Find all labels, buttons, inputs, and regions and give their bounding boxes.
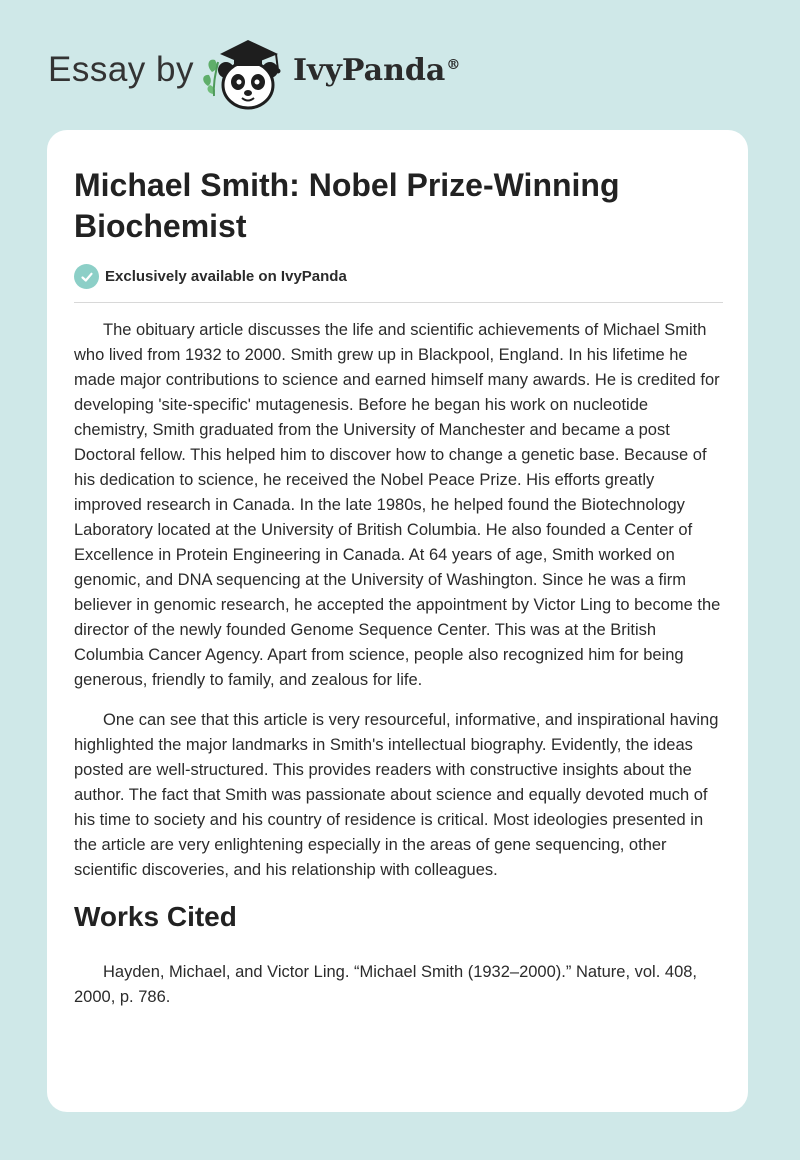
registered-mark: ® <box>446 57 461 73</box>
paragraph: The obituary article discusses the life and scientific achievements of Michael Smith who lived from 1932 to 2000. Smith grew up in Blackpool, England. In his lifetime he made major contributions to science and earned himself many awards. He is credited for developing 'site-specific' mutagenesis. Before he began his work on nucleotide chemistry, Smith graduated from the University of Manchester and became a post Doctoral fellow. This helped him to discover how to change a genetic base. Because of his dedication to science, he received the Nobel Peace Prize. His efforts greatly improved research in Canada. In the late 1980s, he helped found the Biotechnology Laboratory located at the University of British Columbia. He also founded a Center of Excellence in Protein Engineering in Canada. At 64 years of age, Smith worked on genomic, and DNA sequencing at the University of Washington. Since he was a firm believer in genomic research, he accepted the appointment by Victor Ling to become the director of the newly founded Genome Sequence Center. This was at the British Columbia Cancer Agency. Apart from science, people also recognized him for being generous, friendly to family, and zealous for life. <box>74 321 721 689</box>
works-cited-heading: Works Cited <box>74 901 237 932</box>
check-icon <box>74 264 99 289</box>
essay-body <box>74 318 724 1025</box>
divider <box>74 302 723 303</box>
paragraph: One can see that this article is very resourceful, informative, and inspirational having highlighted the major landmarks in Smith's intellectual biography. Evidently, the ideas posted are well-structured. This provides readers with constructive insights about the author. The fact that Smith was passionate about science and equally devoted much of his time to society and his country of residence is critical. Most ideologies presented in the article are very enlightening especially in the areas of gene sequencing, other scientific discoveries, and his relationship with colleagues. <box>74 711 719 879</box>
panda-logo-icon[interactable] <box>198 32 298 112</box>
exclusive-label: Exclusively available on IvyPanda <box>105 268 347 285</box>
ivypanda-wordmark[interactable] <box>293 53 460 88</box>
exclusive-badge <box>74 264 347 289</box>
essay-card <box>47 130 748 1112</box>
brand-name: IvyPanda <box>293 53 446 88</box>
citation: Hayden, Michael, and Victor Ling. “Michael Smith (1932–2000).” Nature, vol. 408, 2000, p. 786. <box>74 963 698 1006</box>
page-title: Michael Smith: Nobel Prize-Winning Biochemist <box>74 167 620 244</box>
essay-by-label: Essay by <box>48 50 194 89</box>
site-header <box>0 0 800 130</box>
